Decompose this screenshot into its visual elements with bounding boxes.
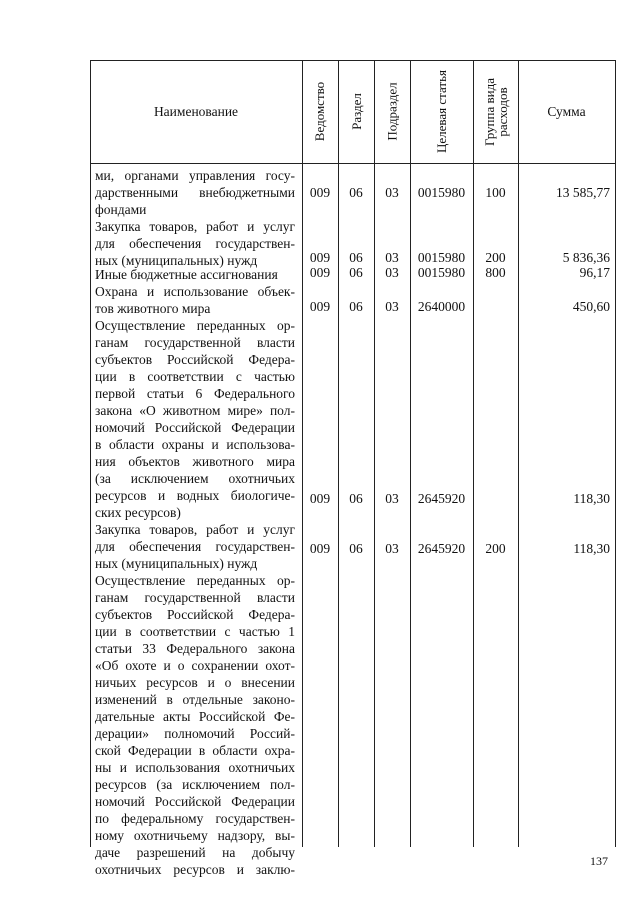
cell-grp: 200: [485, 541, 506, 556]
name-line: ми, органами управления госу-: [95, 168, 295, 183]
cell-pod: 03: [385, 250, 399, 265]
header-summa: Сумма: [547, 103, 586, 119]
name-line: ции в соответствии с частью: [95, 369, 295, 384]
cell-cel: 0015980: [417, 265, 466, 280]
name-line: даче разрешений на добычу: [95, 845, 295, 860]
cell-grp: [473, 298, 518, 316]
cell-raz: 06: [349, 185, 363, 200]
name-line: Иные бюджетные ассигнования: [95, 267, 278, 282]
header-gruppa-text: [483, 78, 509, 146]
name-line: охотничьих ресурсов и заклю-: [95, 862, 295, 877]
name-line: для обеспечения государствен-: [95, 236, 295, 251]
cell-pod: 03: [385, 185, 399, 200]
name-line: Закупка товаров, работ и услуг: [95, 219, 295, 234]
name-line: ному охотничьему надзору, вы-: [95, 828, 295, 843]
cell-sum: 450,60: [572, 299, 610, 314]
col-border-cel: [473, 60, 474, 847]
name-line: ных (муниципальных) нужд: [95, 253, 258, 268]
name-line: Осуществление переданных ор-: [95, 318, 295, 333]
name-line: ции в соответствии с частью 1: [95, 624, 295, 639]
col-border-raz: [374, 60, 375, 847]
cell-sum: 5 836,36: [562, 250, 610, 265]
name-line: ской Федерации в области охра-: [95, 743, 295, 758]
name-line: Охрана и использование объек-: [95, 284, 295, 299]
name-line: (за исключением охотничьих: [95, 471, 295, 486]
cell-grp: 200: [485, 250, 506, 265]
header-name: Наименование: [153, 103, 239, 119]
cell-raz: 06: [349, 299, 363, 314]
cell-sum: 96,17: [579, 265, 610, 280]
col-border-grp: [518, 60, 519, 847]
cell-ved: 009: [309, 265, 331, 280]
cell-sum: 118,30: [573, 541, 610, 556]
col-border-left: [90, 60, 91, 847]
cell-cel: 0015980: [417, 250, 466, 265]
cell-pod: 03: [385, 299, 399, 314]
cell-ved: 009: [309, 541, 331, 556]
name-line: в области охраны и использова-: [95, 437, 295, 452]
name-line: ских ресурсов): [95, 505, 181, 520]
cell-cel: 2640000: [417, 299, 466, 314]
col-border-name: [302, 60, 303, 847]
header-vedomstvo-text: Ведомство: [312, 81, 328, 142]
name-line: ганам государственной власти: [95, 590, 295, 605]
cell-raz: 06: [349, 250, 363, 265]
cell-sum: 118,30: [573, 491, 610, 506]
header-razdel: [338, 60, 374, 163]
cell-cel: 0015980: [417, 185, 466, 200]
name-line: изменений в отдельные законо-: [95, 692, 295, 707]
name-line: для обеспечения государствен-: [95, 539, 295, 554]
header-podrazdel: [374, 60, 410, 163]
name-line: ресурсов и водных биологиче-: [95, 488, 295, 503]
cell-ved: 009: [309, 299, 331, 314]
cell-pod: 03: [385, 541, 399, 556]
name-line: ганам государственной власти: [95, 335, 295, 350]
cell-ved: 009: [309, 185, 331, 200]
name-line: субъектов Российской Федера-: [95, 607, 295, 622]
name-line: номочий Российской Федерации: [95, 794, 295, 809]
cell-pod: 03: [385, 491, 399, 506]
header-razdel-text: Раздел: [348, 93, 364, 130]
header-gruppa-line2: расходов: [494, 86, 510, 137]
name-line: ны и использования охотничьих: [95, 760, 295, 775]
cell-cel: 2645920: [417, 491, 466, 506]
name-line: «Об охоте и о сохранении охот-: [95, 658, 295, 673]
name-line: ресурсов (за исключением пол-: [95, 777, 295, 792]
name-line: дарственными внебюджетными: [95, 185, 295, 200]
cell-ved: 009: [309, 491, 331, 506]
cell-ved: 009: [309, 250, 331, 265]
header-celevaya: [410, 60, 473, 163]
cell-raz: 06: [349, 491, 363, 506]
header-celevaya-text: Целевая статья: [434, 69, 450, 154]
cell-raz: 06: [349, 541, 363, 556]
name-line: субъектов Российской Федера-: [95, 352, 295, 367]
name-line: ных (муниципальных) нужд: [95, 556, 258, 571]
cell-grp: 100: [485, 185, 506, 200]
cell-sum: 13 585,77: [556, 185, 610, 200]
col-border-pod: [410, 60, 411, 847]
name-line: дательные акты Российской Фе-: [95, 709, 295, 724]
name-line: статьи 33 Федерального закона: [95, 641, 295, 656]
name-line: дерации» полномочий Россий-: [95, 726, 295, 741]
cell-grp: 800: [485, 265, 506, 280]
header-bottom-border: [90, 163, 616, 164]
cell-grp: [473, 490, 518, 508]
col-border-ved: [338, 60, 339, 847]
cell-raz: 06: [349, 265, 363, 280]
name-line: по федеральному государствен-: [95, 811, 295, 826]
header-vedomstvo: [302, 60, 338, 163]
name-line: фондами: [95, 202, 147, 217]
cell-cel: 2645920: [417, 541, 466, 556]
name-line: первой статьи 6 Федерального: [95, 386, 295, 401]
header-gruppa: [473, 60, 518, 163]
col-border-right: [615, 60, 616, 847]
name-line: Осуществление переданных ор-: [95, 573, 295, 588]
header-podrazdel-text: Подраздел: [384, 82, 400, 141]
cell-pod: 03: [385, 265, 399, 280]
page-number: 137: [590, 854, 608, 868]
name-line: ничьих ресурсов и о внесении: [95, 675, 295, 690]
name-line: Закупка товаров, работ и услуг: [95, 522, 295, 537]
name-line: номочий Российской Федерации: [95, 420, 295, 435]
name-line: тов животного мира: [95, 301, 211, 316]
name-line: закона «О животном мире» пол-: [95, 403, 295, 418]
name-line: ния объектов животного мира: [95, 454, 295, 469]
header-gruppa-line1: Группа вида: [481, 77, 497, 146]
